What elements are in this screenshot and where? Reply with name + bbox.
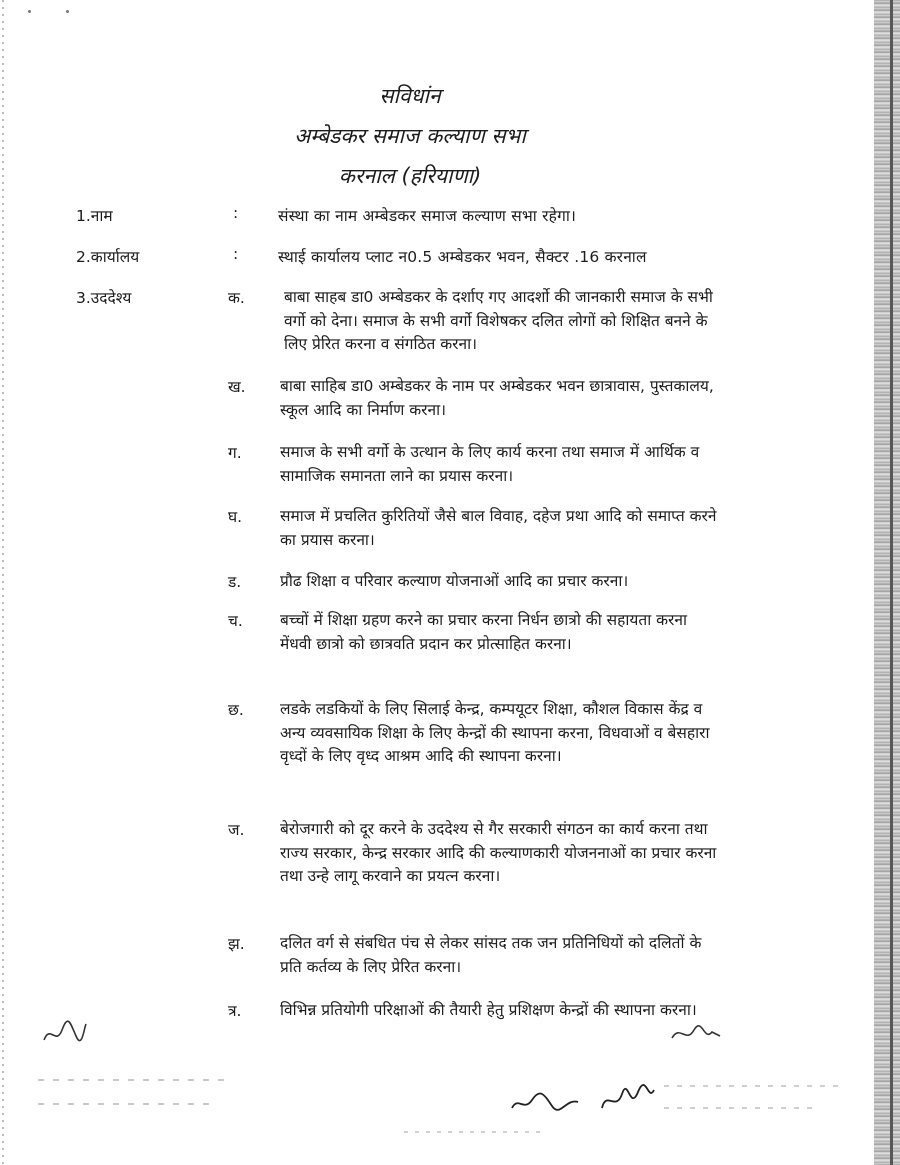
objective-text: विभिन्न प्रतियोगी परिक्षाओं की तैयारी हेतु प्रशिक्षण केन्द्रों की स्थापना करना।: [280, 1001, 697, 1019]
objective-text: बाबा साहब डा0 अम्बेडकर के दर्शाए गए आदर्शो की जानकारी समाज के सभी वर्गो को देना। समाज के सभी वर्गो विशेषकर दलित लोगों को शिक्षित बनने के लिए प्रेरित करना व संगठित करना।: [284, 288, 713, 353]
objective-text: लडके लडकियों के लिए सिलाई केन्द्र, कम्पयूटर शिक्षा, कौशल विकास केंद्र व अन्य व्यवसायिक शिक्षा के लिए केन्द्रों की स्थापना करना, विधवाओं व बेसहारा वृध्दों के लिए वृध्द आश्रम आदि की स्थापना करना।: [280, 700, 710, 765]
faint-stamp-right: [660, 1070, 850, 1120]
field-label-office: 2.कार्यालय: [76, 248, 140, 266]
objective-text: बाबा साहिब डा0 अम्बेडकर के नाम पर अम्बेडकर भवन छात्रावास, पुस्तकालय, स्कूल आदि का निर्माण करना।: [280, 377, 714, 419]
scan-edge-right: [874, 0, 900, 1165]
field-value-office: स्थाई कार्यालय प्लाट न0.5 अम्बेडकर भवन, सैक्टर .16 करनाल: [278, 248, 647, 266]
objective-marker: च.: [228, 612, 243, 630]
organization-name: अम्बेडकर समाज कल्याण सभा: [294, 124, 526, 148]
objective-text: प्रौढ शिक्षा व परिवार कल्याण योजनाओं आदि का प्रचार करना।: [280, 572, 629, 590]
objective-marker: ज.: [228, 821, 245, 839]
faint-stamp-left: [30, 1060, 290, 1120]
faint-stamp-bottom: [400, 1120, 550, 1144]
objective-marker: ड.: [228, 573, 242, 591]
objective-text: समाज के सभी वर्गो के उत्थान के लिए कार्य करना तथा समाज में आर्थिक व सामाजिक समानता लाने का प्रयास करना।: [280, 443, 700, 485]
objective-marker: त्र.: [228, 1002, 242, 1020]
objective-marker: ग.: [228, 444, 242, 462]
objective-text: दलित वर्ग से संबधित पंच से लेकर सांसद तक जन प्रतिनिधियों को दलितों के प्रति कर्तव्य के लिए प्रेरित करना।: [280, 934, 702, 976]
objective-marker: ख.: [228, 378, 246, 396]
scan-speck: [28, 10, 31, 13]
objective-marker: घ.: [228, 508, 243, 526]
field-value-name: संस्था का नाम अम्बेडकर समाज कल्याण सभा रहेगा।: [278, 207, 577, 225]
field-label-name: 1.नाम: [76, 207, 113, 225]
signature-right-top: [668, 1020, 724, 1050]
objective-text: बेरोजगारी को दूर करने के उददेश्य से गैर सरकारी संगठन का कार्य करना तथा राज्य सरकार, केन्द्र सरकार आदि की कल्याणकारी योजननाओं का प्रचार करना तथा उन्हे लागू करवाने का प्रयत्न करना।: [280, 820, 717, 885]
field-colon: :: [233, 204, 239, 222]
field-colon: :: [233, 245, 239, 263]
document-title: सविधांन: [379, 84, 441, 108]
objective-marker: क.: [228, 289, 245, 307]
signature-bottom-1: [508, 1086, 582, 1120]
scan-speck: [66, 10, 69, 13]
signature-bottom-2: [598, 1082, 658, 1120]
organization-location: करनाल (हरियाणा): [338, 164, 482, 188]
objective-marker: झ.: [228, 935, 245, 953]
field-label-objectives: 3.उददेश्य: [76, 289, 132, 307]
objective-marker: छ.: [228, 701, 244, 719]
signature-left: [40, 1018, 90, 1050]
objective-text: बच्चों में शिक्षा ग्रहण करने का प्रचार करना निर्धन छात्रो की सहायता करना मेंधवी छात्रो को छात्रवति प्रदान कर प्रोत्साहित करना।: [280, 611, 687, 653]
objective-text: समाज में प्रचलित कुरितियों जैसे बाल विवाह, दहेज प्रथा आदि को समाप्त करने का प्रयास करना।: [280, 507, 717, 549]
scan-edge-left: [2, 0, 4, 1165]
